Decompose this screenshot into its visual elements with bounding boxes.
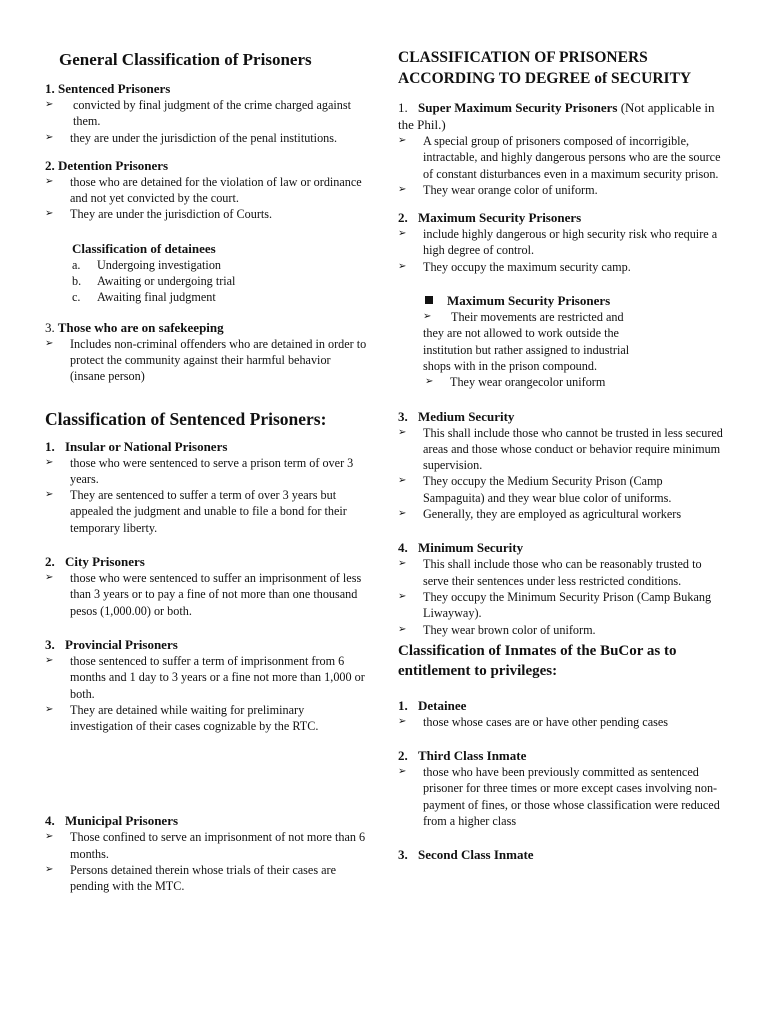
arrow-bullet-icon: ➢	[45, 703, 54, 715]
list-item: ➢ They wear orange color of uniform.	[398, 182, 598, 197]
list-item: ➢ those who are detained for the violation of law or ordinance and not yet convicted by the court.	[45, 174, 362, 206]
list-item: ➢ Persons detained therein whose trials of their cases are pending with the MTC.	[45, 863, 337, 894]
municipal-section	[45, 812, 367, 894]
medium-heading: 3. Medium Security	[398, 408, 515, 424]
arrow-bullet-icon: ➢	[45, 654, 54, 666]
second-class-heading: 3. Second Class Inmate	[398, 847, 534, 863]
list-item: ➢ those who were sentenced to serve a prison term of over 3 years.	[45, 455, 354, 486]
list-item: a. Undergoing investigation	[72, 257, 222, 272]
sentenced-prisoners-section	[45, 80, 367, 146]
list-item: ➢ They wear orangecolor uniform	[425, 375, 606, 390]
arrow-bullet-icon: ➢	[45, 131, 54, 143]
detention-prisoners-heading: 2. Detention Prisoners	[45, 157, 169, 173]
list-item: ➢ those sentenced to suffer a term of imprisonment from 6 months and 1 day to 3 years or a fine not more than 1,000 or both.	[45, 653, 365, 701]
list-item: ➢ They occupy the Medium Security Prison (Camp Sampaguita) and they wear blue color of uniforms.	[398, 474, 672, 505]
third-class-section	[398, 747, 724, 829]
city-heading: 2. City Prisoners	[45, 554, 145, 570]
minimum-section	[398, 539, 724, 637]
list-item: ➢ They are detained while waiting for preliminary investigation of their cases cognizable by the RTC.	[45, 702, 319, 734]
city-section	[45, 553, 367, 619]
list-item: ➢ those who have been previously committed as sentenced prisoner for three times or more except cases involving non-payment of fines, or those whose classification were reduced from a higher class	[398, 765, 720, 829]
maximum-sub-section	[398, 292, 724, 390]
insular-heading: 1. Insular or National Prisoners	[45, 438, 228, 454]
minimum-heading: 4. Minimum Security	[398, 540, 524, 556]
arrow-bullet-icon: ➢	[398, 558, 407, 570]
arrow-bullet-icon: ➢	[45, 831, 54, 843]
general-classification-title: General Classification of Prisoners	[59, 50, 312, 69]
arrow-bullet-icon: ➢	[45, 99, 54, 110]
list-item: ➢ They are sentenced to suffer a term of over 3 years but appealed the judgment and unable to file a bond for their temporary liberty.	[45, 488, 347, 535]
detention-prisoners-section	[45, 157, 367, 306]
arrow-bullet-icon: ➢	[398, 228, 407, 240]
detainee-heading: 1. Detainee	[398, 697, 467, 713]
arrow-bullet-icon: ➢	[398, 135, 407, 146]
list-item: ➢ Those confined to serve an imprisonment of not more than 6 months.	[45, 830, 366, 861]
list-item: ➢ those whose cases are or have other pending cases	[398, 714, 669, 729]
list-item: ➢ they are under the jurisdiction of the penal institutions.	[45, 130, 338, 145]
safekeeping-heading: 3. Those who are on safekeeping	[45, 319, 224, 335]
arrow-bullet-icon: ➢	[45, 208, 54, 220]
maximum-sub-heading: Maximum Security Prisoners	[398, 292, 724, 309]
list-item: ➢ They occupy the maximum security camp.	[398, 259, 631, 274]
list-item: ➢ A special group of prisoners composed of incorrigible, intractable, and highly dangerous persons who are the source of constant disturbances even in a maximum security prison.	[398, 134, 721, 181]
safekeeping-section	[45, 319, 367, 385]
arrow-bullet-icon: ➢	[398, 426, 407, 438]
list-item: ➢ include highly dangerous or high security risk who require a high degree of control.	[398, 227, 718, 258]
list-item: ➢ convicted by final judgment of the crime charged against them.	[45, 98, 351, 129]
arrow-bullet-icon: ➢	[398, 508, 407, 520]
security-classification-title: CLASSIFICATION OF PRISONERS ACCORDING TO DEGREE of SECURITY	[398, 49, 692, 87]
medium-section	[398, 408, 724, 523]
provincial-section	[45, 636, 367, 734]
arrow-bullet-icon: ➢	[398, 766, 407, 778]
arrow-bullet-icon: ➢	[45, 337, 54, 349]
left-column	[45, 0, 367, 895]
arrow-bullet-icon: ➢	[398, 590, 407, 602]
third-class-heading: 2. Third Class Inmate	[398, 748, 527, 764]
maximum-section	[398, 209, 724, 275]
list-item: ➢ They are under the jurisdiction of Courts.	[45, 207, 273, 222]
arrow-bullet-icon: ➢	[423, 311, 432, 323]
list-item: ➢ Includes non-criminal offenders who are detained in order to protect the community against their harmful behavior (insane person)	[45, 336, 367, 384]
arrow-bullet-icon: ➢	[45, 489, 54, 501]
list-item: b. Awaiting or undergoing trial	[72, 274, 236, 289]
arrow-bullet-icon: ➢	[398, 475, 407, 487]
maximum-heading: 2. Maximum Security Prisoners	[398, 210, 582, 226]
insular-section	[45, 438, 367, 536]
sentenced-prisoners-heading: 1. Sentenced Prisoners	[45, 81, 171, 96]
super-maximum-heading: 1. Super Maximum Security Prisoners (Not applicable in the Phil.)	[398, 100, 715, 132]
municipal-heading: 4. Municipal Prisoners	[45, 813, 179, 829]
arrow-bullet-icon: ➢	[398, 260, 407, 272]
second-class-section	[398, 846, 724, 863]
square-bullet-icon	[425, 296, 433, 304]
super-maximum-section	[398, 99, 724, 198]
arrow-bullet-icon: ➢	[398, 623, 407, 635]
list-item: ➢ They wear brown color of uniform.	[398, 622, 596, 637]
list-item: ➢ those who were sentenced to suffer an imprisonment of less than 3 years or to pay a fine of not more than one thousand pesos (1,000.00) or both.	[45, 571, 362, 618]
list-item: ➢ This shall include those who can be reasonably trusted to serve their sentences under less restricted conditions.	[398, 557, 702, 588]
arrow-bullet-icon: ➢	[45, 572, 54, 584]
bucor-classification-title: Classification of Inmates of the BuCor as to entitlement to privileges:	[398, 642, 677, 679]
right-column	[398, 0, 724, 863]
provincial-heading: 3. Provincial Prisoners	[45, 636, 178, 652]
arrow-bullet-icon: ➢	[45, 175, 54, 187]
arrow-bullet-icon: ➢	[398, 183, 407, 195]
list-item: ➢ This shall include those who cannot be trusted in less secured areas and those whose conduct or behavior require minimum supervision.	[398, 425, 723, 473]
list-item: ➢ Generally, they are employed as agricultural workers	[398, 507, 682, 522]
arrow-bullet-icon: ➢	[45, 864, 54, 876]
maximum-sub-paragraph: ➢ Their movements are restricted and they are not allowed to work outside the institution but rather assigned to industrial shops with in the prison compound.	[423, 310, 630, 373]
list-item: c. Awaiting final judgment	[72, 290, 216, 305]
arrow-bullet-icon: ➢	[425, 376, 434, 388]
arrow-bullet-icon: ➢	[398, 715, 407, 727]
detainee-section	[398, 697, 724, 730]
sentenced-classification-title: Classification of Sentenced Prisoners:	[45, 408, 327, 429]
list-item: ➢ They occupy the Minimum Security Prison (Camp Bukang Liwayway).	[398, 589, 712, 621]
detainees-classification-heading: Classification of detainees	[72, 240, 216, 256]
arrow-bullet-icon: ➢	[45, 456, 54, 468]
